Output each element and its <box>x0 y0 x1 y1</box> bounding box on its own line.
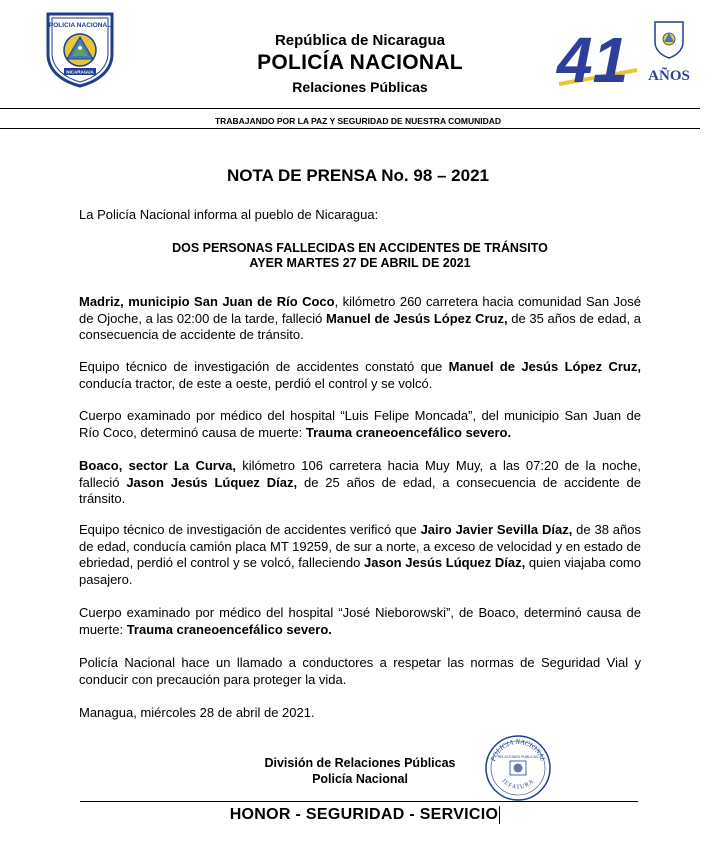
signature-block <box>200 755 520 787</box>
anniversary-word: AÑOS <box>648 68 690 84</box>
paragraph-7: Policía Nacional hace un llamado a conductores a respetar las normas de Seguridad Vial y conducir con precaución para proteger la vida. <box>79 655 641 687</box>
header-rule-top <box>0 108 700 109</box>
headline <box>79 241 641 271</box>
svg-text:JEFATURA: JEFATURA <box>500 778 536 791</box>
anniversary-graphic <box>555 18 695 96</box>
closing-date: Managua, miércoles 28 de abril de 2021. <box>79 705 315 720</box>
text-cursor <box>499 806 500 824</box>
header-rule-bottom <box>0 128 700 129</box>
footer-slogan-text: HONOR - SEGURIDAD - SERVICIO <box>229 806 499 824</box>
country-name: República de Nicaragua <box>274 32 446 49</box>
press-release-title: NOTA DE PRENSA No. 98 – 2021 <box>226 166 489 185</box>
anniversary-logo <box>555 18 695 96</box>
headline-line-2: AYER MARTES 27 DE ABRIL DE 2021 <box>249 256 471 270</box>
svg-text:RELACIONES PUBLICAS: RELACIONES PUBLICAS <box>497 755 539 759</box>
motto: TRABAJANDO POR LA PAZ Y SEGURIDAD DE NUESTRA COMUNIDAD <box>214 116 502 126</box>
paragraph-2: Equipo técnico de investigación de accidentes constató que Manuel de Jesús López Cruz, conducía tractor, de este a oeste, perdió el control y se volcó. <box>79 359 641 391</box>
headline-line-1: DOS PERSONAS FALLECIDAS EN ACCIDENTES DE TRÁNSITO <box>172 241 548 255</box>
department-name: Relaciones Públicas <box>292 79 428 95</box>
intro-text: La Policía Nacional informa al pueblo de Nicaragua: <box>79 207 379 222</box>
paragraph-4: Boaco, sector La Curva, kilómetro 106 carretera hacia Muy Muy, a las 07:20 de la noche, falleció Jason Jesús Lúquez Díaz, de 25 años de edad, a consecuencia de accidente de tránsito. <box>79 458 641 506</box>
paragraph-3: Cuerpo examinado por médico del hospital “Luis Felipe Moncada”, del municipio San Juan de Río Coco, determinó causa de muerte: Trauma craneoencefálico severo. <box>79 408 641 440</box>
svg-text:NICARAGUA: NICARAGUA <box>66 69 94 75</box>
paragraph-6: Cuerpo examinado por médico del hospital “José Nieborowski”, de Boaco, determinó causa de muerte: Trauma craneoencefálico severo. <box>79 605 641 637</box>
anniversary-number: 41 <box>557 24 629 96</box>
svg-text:POLICIA NACIONAL: POLICIA NACIONAL <box>489 737 547 763</box>
footer-slogan <box>150 806 580 824</box>
police-emblem-logo <box>44 10 116 88</box>
official-stamp <box>484 734 552 802</box>
organization-name: POLICÍA NACIONAL <box>257 51 463 74</box>
footer-rule <box>80 801 638 802</box>
signature-line-2: Policía Nacional <box>312 772 408 786</box>
signature-line-1: División de Relaciones Públicas <box>264 756 456 770</box>
svg-text:POLICIA NACIONAL: POLICIA NACIONAL <box>48 22 112 29</box>
paragraph-5: Equipo técnico de investigación de accidentes verificó que Jairo Javier Sevilla Díaz, de 38 años de edad, conducía camión placa MT 19259, de sur a norte, a exceso de velocidad y en estado de ebriedad, perdió el control y se volcó, falleciendo Jason Jesús Lúquez Díaz, quien viajaba como pasajero. <box>79 522 641 587</box>
paragraph-1: Madriz, municipio San Juan de Río Coco, kilómetro 260 carretera hacia comunidad San José de Ojoche, a las 02:00 de la tarde, falleció Manuel de Jesús López Cruz, de 35 años de edad, a consecuencia de accidente de tránsito. <box>79 294 642 342</box>
